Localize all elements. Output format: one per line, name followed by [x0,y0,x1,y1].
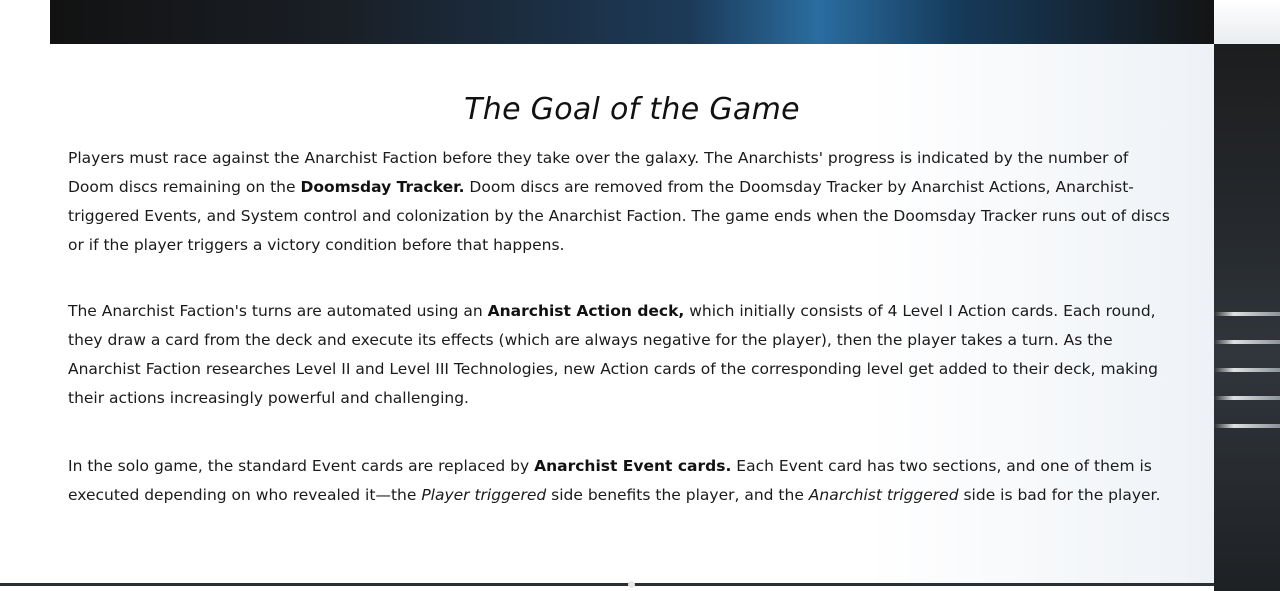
light-streak [1214,396,1280,400]
page-marker [628,581,635,588]
paragraph-text: Players must race against the Anarchist Faction before they take over the galaxy. The Anarchists' progress is indicated by the number of Doom discs remaining on the [68,149,1129,196]
header-banner [50,0,1214,44]
player-triggered-term: Player triggered [421,486,547,504]
paragraph-text: Doom discs are removed from the Doomsday Tracker by Anarchist Actions, Anarchist-triggered Events, and System control and colonization by the Anarchist Faction. The game ends when the Doomsday Tracker runs out of discs or if the player triggers a victory condition before that happens. [68,178,1170,254]
paragraph-text: which initially consists of 4 Level I Action cards. Each round, they draw a card from the deck and execute its effects (which are always negative for the player), then the player takes a turn. As the Anarchist Faction researches Level II and Level III Technologies, new Action cards of the corresponding level get added to their deck, making their actions increasingly powerful and challenging. [68,302,1159,407]
paragraph-text: side is bad for the player. [958,486,1161,504]
light-streak [1214,368,1280,372]
paragraph-text: Each Event card has two sections, and one of them is executed depending on who revealed it—the [68,457,1152,504]
paragraph-text: In the solo game, the standard Event cards are replaced by [68,457,535,475]
action-deck-term: Anarchist Action deck, [487,302,685,320]
light-streak [1214,424,1280,428]
page-title: The Goal of the Game [464,92,800,127]
side-decoration [1214,0,1280,591]
action-deck-paragraph [68,297,1178,413]
event-cards-term: Anarchist Event cards. [534,457,732,475]
goal-paragraph [68,144,1178,260]
paragraph-text: side benefits the player, and the [546,486,809,504]
paragraph-text: The Anarchist Faction's turns are automated using an [68,302,488,320]
anarchist-triggered-term: Anarchist triggered [808,486,959,504]
light-streak [1214,340,1280,344]
event-cards-paragraph [68,452,1178,510]
light-streak [1214,312,1280,316]
page-corner [1214,0,1280,44]
footer-rule [0,583,1214,586]
content-panel [50,44,1214,583]
doomsday-tracker-term: Doomsday Tracker. [300,178,465,196]
